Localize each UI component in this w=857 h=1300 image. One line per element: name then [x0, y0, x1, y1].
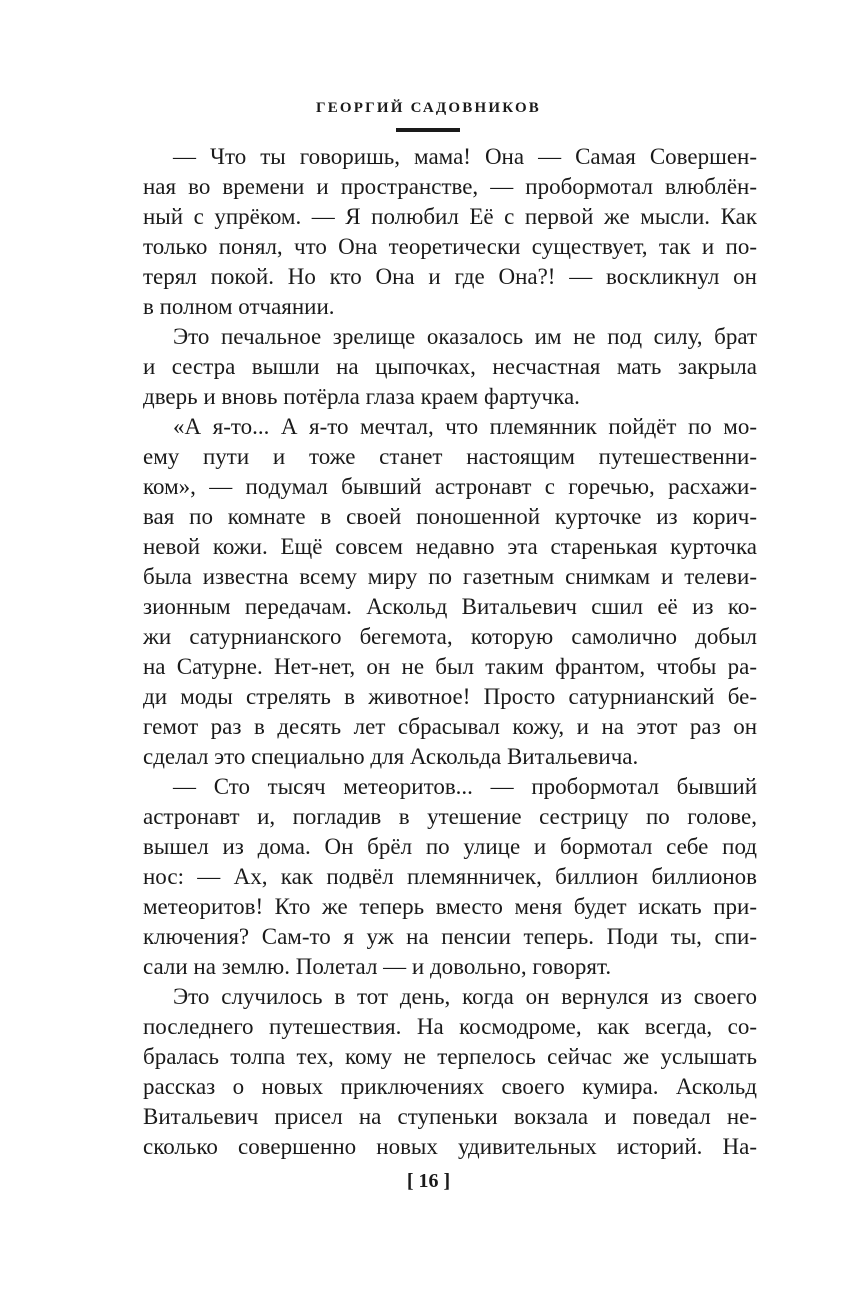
paragraph: [143, 412, 757, 772]
text-line: бралась толпа тех, кому не терпелось сейчас же услышать: [143, 1044, 757, 1069]
text-line: «А я-то... А я-то мечтал, что племянник пойдёт по мо-: [173, 414, 757, 439]
text-line: зионным передачам. Аскольд Витальевич сшил её из ко-: [143, 594, 757, 619]
text-line: вая по комнате в своей поношенной курточке из корич-: [143, 504, 757, 529]
text-line: сколько совершенно новых удивительных историй. На-: [143, 1134, 757, 1159]
text-line: ком», — подумал бывший астронавт с горечью, расхажи-: [143, 474, 757, 499]
paragraph: [143, 982, 757, 1162]
text-line: Витальевич присел на ступеньки вокзала и поведал не-: [143, 1104, 757, 1129]
body-text: [143, 142, 757, 1162]
text-line: последнего путешествия. На космодроме, как всегда, со-: [143, 1014, 757, 1039]
text-line: вышел из дома. Он брёл по улице и бормотал себе под: [143, 834, 757, 859]
text-line: метеоритов! Кто же теперь вместо меня будет искать при-: [143, 894, 757, 919]
text-line: ный с упрёком. — Я полюбил Её с первой же мысли. Как: [143, 204, 757, 229]
text-line: сали на землю. Полетал — и довольно, говорят.: [143, 954, 612, 979]
text-line: гемот раз в десять лет сбрасывал кожу, и на этот раз он: [143, 714, 757, 739]
text-line: сделал это специально для Аскольда Витальевича.: [143, 744, 639, 769]
text-line: терял покой. Но кто Она и где Она?! — воскликнул он: [143, 264, 757, 289]
text-line: Это случилось в тот день, когда он вернулся из своего: [173, 984, 757, 1009]
paragraph: [143, 142, 757, 322]
text-line: жи сатурнианского бегемота, которую самолично добыл: [143, 624, 757, 649]
text-line: была известна всему миру по газетным снимкам и телеви-: [143, 564, 757, 589]
text-line: дверь и вновь потёрла глаза краем фартучка.: [143, 384, 580, 409]
text-line: рассказ о новых приключениях своего кумира. Аскольд: [143, 1074, 757, 1099]
text-line: нос: — Ах, как подвёл племянничек, биллион биллионов: [143, 864, 757, 889]
page-number: [ 16 ]: [406, 1170, 451, 1192]
text-line: только понял, что Она теоретически существует, так и по-: [143, 234, 757, 259]
text-line: ключения? Сам-то я уж на пенсии теперь. Поди ты, спи-: [143, 924, 757, 949]
text-line: невой кожи. Ещё совсем недавно эта старенькая курточка: [143, 534, 757, 559]
running-head: ГЕОРГИЙ САДОВНИКОВ: [315, 100, 542, 116]
text-line: ди моды стрелять в животное! Просто сатурнианский бе-: [143, 684, 757, 709]
paragraph: [143, 772, 757, 982]
text-line: ему пути и тоже станет настоящим путешественни-: [143, 444, 757, 469]
text-line: на Сатурне. Нет-нет, он не был таким франтом, чтобы ра-: [143, 654, 757, 679]
text-line: и сестра вышли на цыпочках, несчастная мать закрыла: [143, 354, 757, 379]
paragraph: [143, 322, 757, 412]
running-head-rule: [396, 128, 460, 132]
text-line: астронавт и, погладив в утешение сестрицу по голове,: [143, 804, 757, 829]
text-line: ная во времени и пространстве, — пробормотал влюблён-: [143, 174, 757, 199]
text-line: — Что ты говоришь, мама! Она — Самая Совершен-: [173, 144, 757, 169]
text-line: — Сто тысяч метеоритов... — пробормотал бывший: [173, 774, 757, 799]
text-line: в полном отчаянии.: [143, 294, 335, 319]
text-line: Это печальное зрелище оказалось им не под силу, брат: [173, 324, 757, 349]
